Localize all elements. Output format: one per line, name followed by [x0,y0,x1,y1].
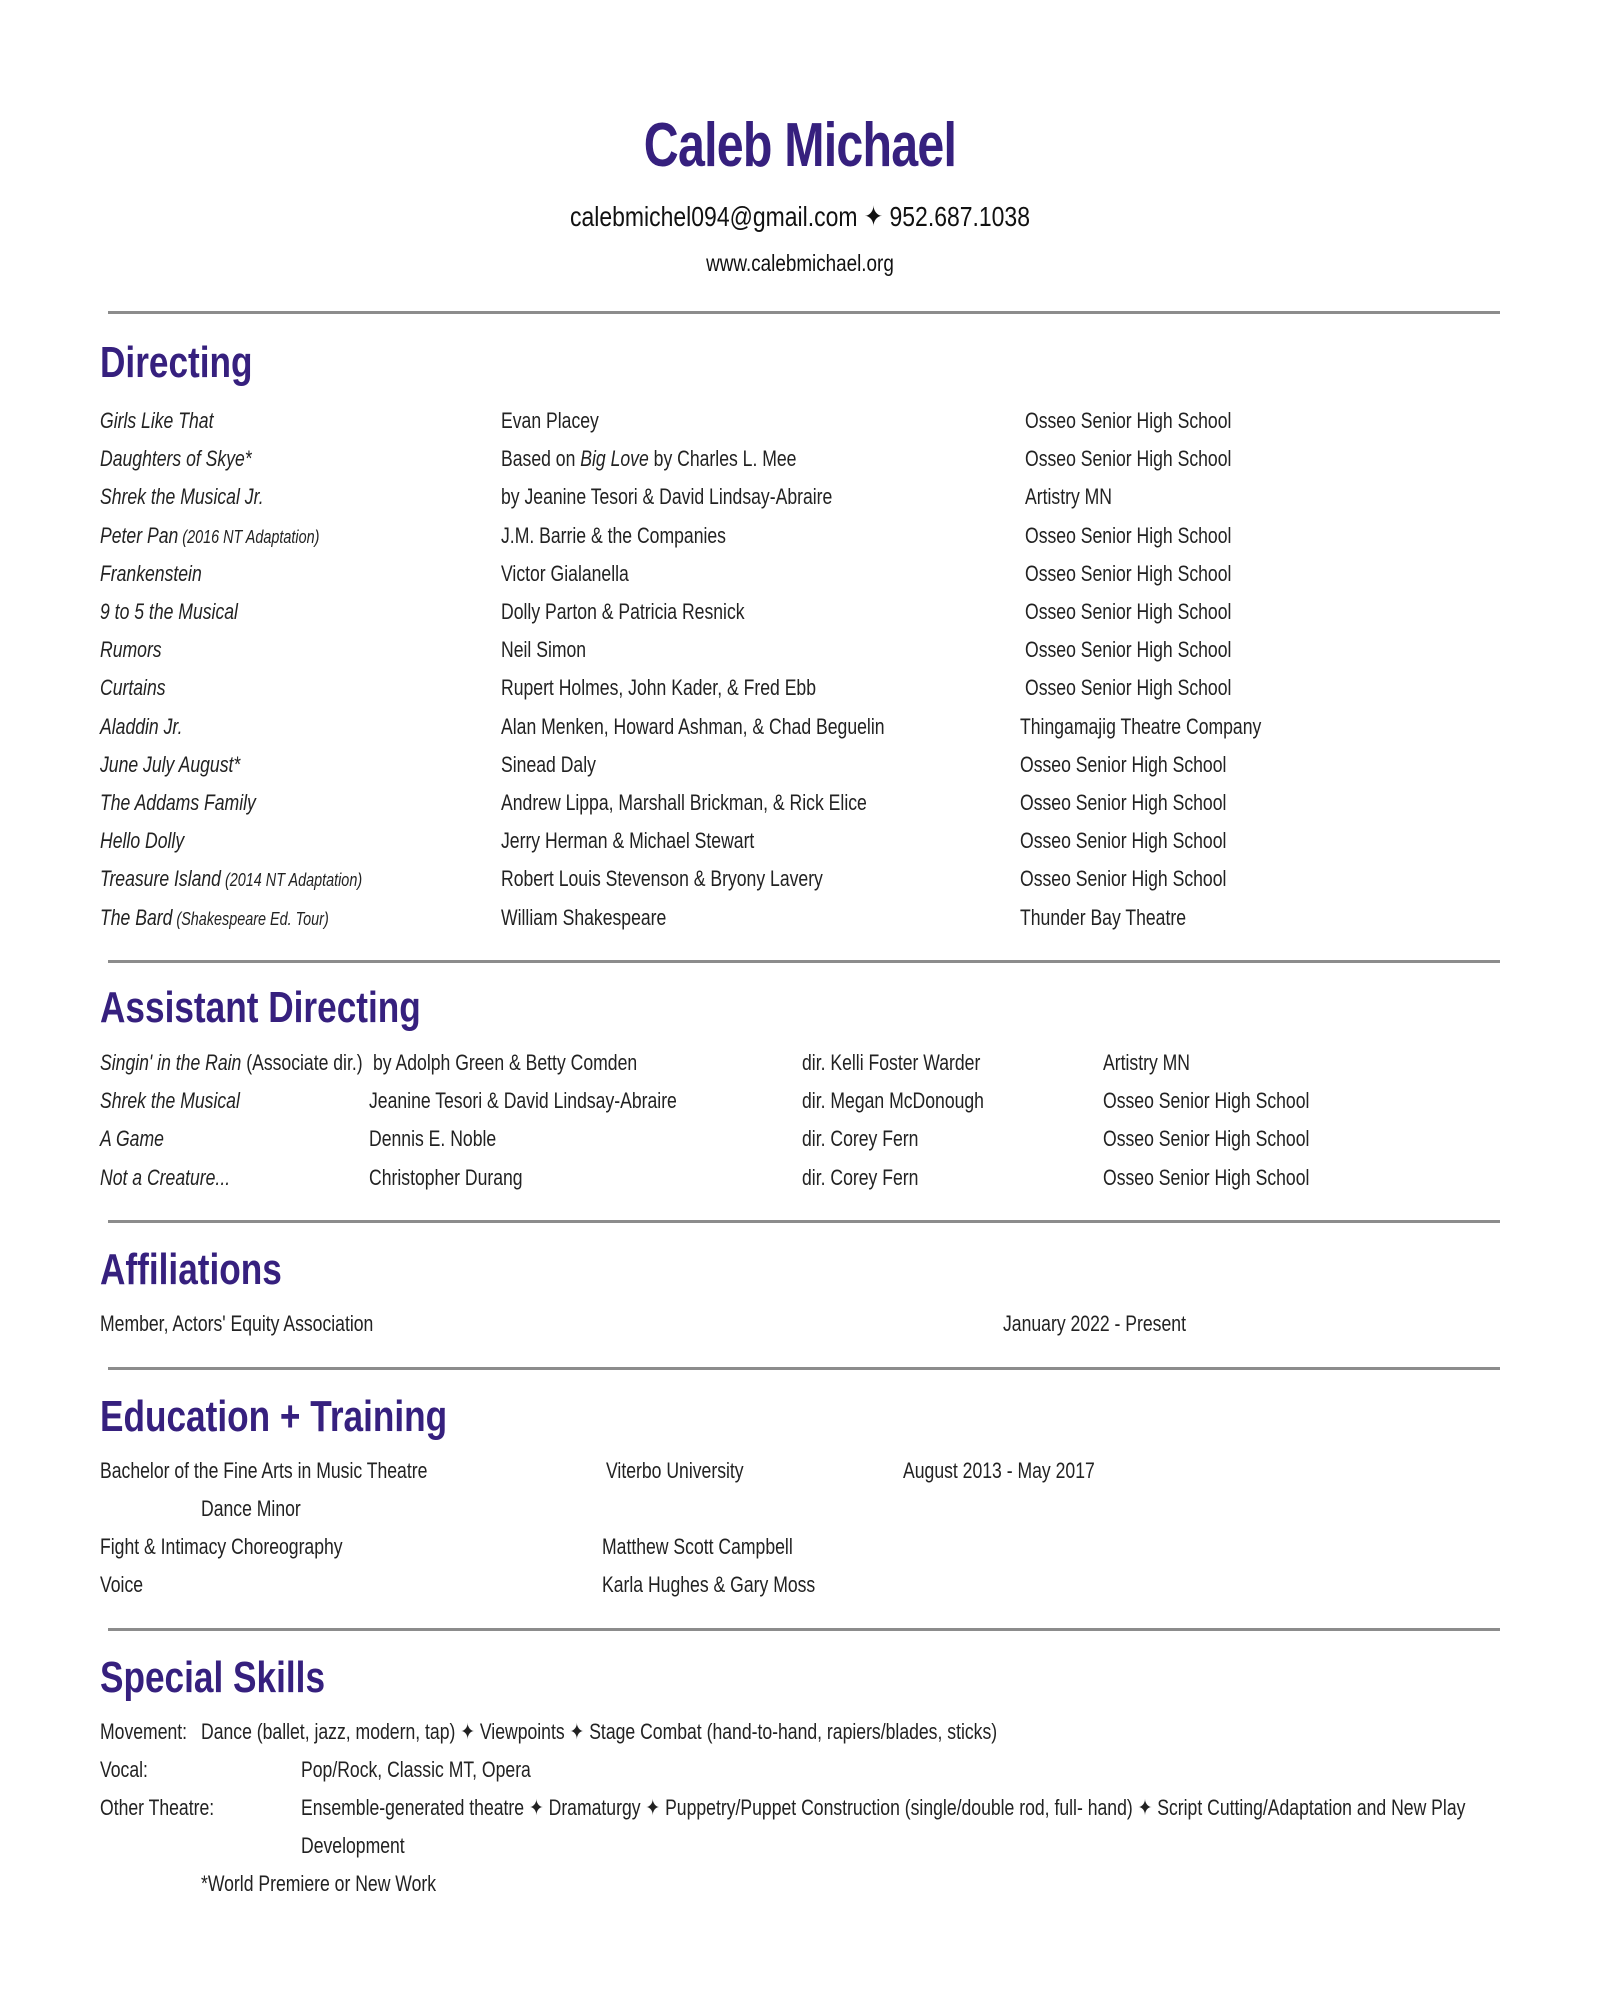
section-heading-special-skills: Special Skills [100,1653,326,1702]
directing-row [0,595,1600,633]
director: dir. Kelli Foster Warder [802,1050,981,1075]
production-title-cell [100,824,184,859]
assistant-directing-row [0,1122,1600,1160]
minor: Dance Minor [201,1496,301,1521]
divider [108,311,1500,314]
production-title-cell [100,1122,164,1156]
writers-prefix: Based on [501,446,581,472]
production-note: (Shakespeare Ed. Tour) [172,908,329,929]
minor-row [0,1492,1600,1530]
venue: Osseo Senior High School [1025,675,1232,701]
production-title: Not a Creature... [100,1164,231,1190]
directing-row [0,786,1600,824]
director: dir. Megan McDonough [802,1088,984,1114]
training-row [0,1530,1600,1568]
writers: Christopher Durang [369,1164,523,1190]
production-title-cell [100,1161,230,1195]
skills-vocal-row [0,1753,1600,1791]
directing-row [0,557,1600,595]
production-title: Girls Like That [100,408,214,433]
skills-value: Pop/Rock, Classic MT, Opera [301,1757,531,1782]
directing-row [0,862,1600,900]
production-note: (2016 NT Adaptation) [178,526,320,547]
writers: Evan Placey [501,408,599,433]
venue: Osseo Senior High School [1020,751,1227,777]
assistant-directing-row [0,1084,1600,1122]
divider [108,1220,1500,1223]
affiliation-item: Member, Actors' Equity Association [100,1311,374,1336]
skills-other-row [0,1791,1600,1829]
writers: Dennis E. Noble [369,1126,497,1152]
school: Viterbo University [606,1458,744,1483]
section-heading-assistant-directing: Assistant Directing [100,983,421,1032]
writers: Victor Gialanella [501,560,629,586]
divider [108,1628,1500,1631]
venue: Osseo Senior High School [1025,560,1232,586]
education-row [0,1454,1600,1492]
directing-row [0,519,1600,557]
skills-value: Ensemble-generated theatre ✦ Dramaturgy ✦ Puppetry/Puppet Construction (single/double rod, full- hand) ✦ Script Cutting/Adaptation and New Play [301,1795,1466,1820]
training-area: Voice [100,1572,144,1597]
writers: William Shakespeare [501,904,667,930]
directing-row [0,710,1600,748]
production-title-cell [100,633,162,668]
production-title: The Bard [100,904,173,930]
production-note: (2014 NT Adaptation) [220,870,363,891]
venue: Osseo Senior High School [1020,828,1227,854]
venue: Osseo Senior High School [1020,866,1227,892]
production-title: Frankenstein [100,560,202,586]
production-title-cell [100,748,240,783]
production-title-cell [100,786,256,821]
venue: Osseo Senior High School [1103,1088,1310,1114]
writers: by Adolph Green & Betty Comden [373,1050,638,1075]
directing-row [0,671,1600,709]
assistant-directing-row [0,1046,1600,1084]
venue: Osseo Senior High School [1025,408,1232,433]
directing-row [0,480,1600,518]
skills-movement-row [0,1715,1600,1753]
writers: by Charles L. Mee [648,446,797,472]
writers-cell [501,404,599,438]
production-title: Singin' in the Rain [100,1050,242,1075]
writers-cell [501,748,596,782]
training-teacher: Matthew Scott Campbell [602,1534,793,1559]
production-title-cell [100,710,183,745]
production-title-cell [100,404,213,439]
writers: Neil Simon [501,637,587,663]
venue: Artistry MN [1103,1050,1191,1075]
writers-cell [501,786,867,820]
degree: Bachelor of the Fine Arts in Music Theatre [100,1458,428,1483]
directing-row [0,442,1600,480]
production-title: Rumors [100,637,162,663]
writers: by Jeanine Tesori & David Lindsay-Abraire [501,484,833,510]
contact-line: calebmichel094@gmail.com ✦ 952.687.1038 [570,201,1030,232]
resume-name: Caleb Michael [643,111,957,180]
production-title: A Game [100,1126,164,1152]
writers-cell [501,519,726,553]
divider [108,1367,1500,1370]
production-title: 9 to 5 the Musical [100,599,238,624]
venue: Osseo Senior High School [1103,1126,1310,1152]
directing-row [0,404,1600,442]
writers: Jeanine Tesori & David Lindsay-Abraire [369,1088,677,1114]
section-heading-education: Education + Training [100,1392,448,1441]
skills-other-row-continued [0,1829,1600,1867]
production-title-cell [100,862,362,897]
writers: Rupert Holmes, John Kader, & Fred Ebb [501,675,817,701]
production-title-cell [100,595,238,630]
production-title: Shrek the Musical [100,1088,240,1114]
production-title-cell [100,480,264,515]
divider [108,960,1500,963]
writers: Jerry Herman & Michael Stewart [501,828,755,854]
footnote-row [0,1867,1600,1905]
skills-value: Dance (ballet, jazz, modern, tap) ✦ Viewpoints ✦ Stage Combat (hand-to-hand, rapiers/blades, sticks) [201,1719,998,1744]
affiliation-dates: January 2022 - Present [1003,1311,1186,1336]
writers-source-title: Big Love [580,446,649,472]
production-title: Aladdin Jr. [100,713,183,739]
directing-row [0,633,1600,671]
production-title-cell [100,901,329,936]
writers: Robert Louis Stevenson & Bryony Lavery [501,866,823,892]
venue: Osseo Senior High School [1103,1164,1310,1190]
production-title: Shrek the Musical Jr. [100,484,264,510]
production-title-cell [100,1046,363,1080]
writers-cell [501,824,754,858]
writers: Sinead Daly [501,751,596,777]
skills-label: Movement: [100,1719,188,1744]
director: dir. Corey Fern [802,1164,919,1190]
production-title: Daughters of Skye* [100,446,252,472]
directing-row [0,824,1600,862]
writers-cell [501,862,823,896]
section-heading-directing: Directing [100,338,253,387]
assistant-directing-row [0,1161,1600,1199]
venue: Osseo Senior High School [1025,522,1232,548]
production-title: Hello Dolly [100,828,185,854]
production-title: June July August* [100,751,241,777]
training-area: Fight & Intimacy Choreography [100,1534,343,1559]
venue: Osseo Senior High School [1025,637,1232,663]
writers-cell [501,480,832,514]
affiliation-row [0,1307,1600,1345]
production-title-cell [100,519,319,554]
venue: Artistry MN [1025,484,1113,510]
production-title: The Addams Family [100,790,256,815]
writers: Alan Menken, Howard Ashman, & Chad Beguelin [501,713,885,739]
directing-row [0,901,1600,939]
skills-label: Vocal: [100,1757,148,1782]
education-dates: August 2013 - May 2017 [903,1458,1095,1483]
website-link[interactable]: www.calebmichael.org [706,250,894,276]
training-teacher: Karla Hughes & Gary Moss [602,1572,816,1597]
skills-value: Development [301,1833,405,1858]
venue: Thingamajig Theatre Company [1020,713,1262,739]
production-title-cell [100,671,166,706]
production-title-cell [100,442,252,477]
skills-label: Other Theatre: [100,1795,215,1820]
writers-cell [501,442,796,476]
writers-cell [501,595,745,629]
venue: Thunder Bay Theatre [1020,904,1186,930]
production-title: Curtains [100,675,166,701]
writers-cell [501,671,816,705]
production-title: Peter Pan [100,522,179,548]
writers-cell [501,557,629,591]
venue: Osseo Senior High School [1025,599,1232,624]
writers: Andrew Lippa, Marshall Brickman, & Rick Elice [501,790,867,815]
directing-row [0,748,1600,786]
writers: J.M. Barrie & the Companies [501,522,726,548]
director: dir. Corey Fern [802,1126,919,1152]
writers-cell [501,710,885,744]
writers-cell [501,633,586,667]
production-title-cell [100,557,202,592]
venue: Osseo Senior High School [1025,446,1232,472]
training-row [0,1568,1600,1606]
writers: Dolly Parton & Patricia Resnick [501,599,745,624]
production-note: (Associate dir.) [241,1050,363,1075]
footnote: *World Premiere or New Work [201,1871,437,1896]
writers-cell [501,901,666,935]
venue: Osseo Senior High School [1020,790,1227,815]
production-title-cell [100,1084,240,1118]
production-title: Treasure Island [100,866,221,892]
section-heading-affiliations: Affiliations [100,1245,282,1294]
